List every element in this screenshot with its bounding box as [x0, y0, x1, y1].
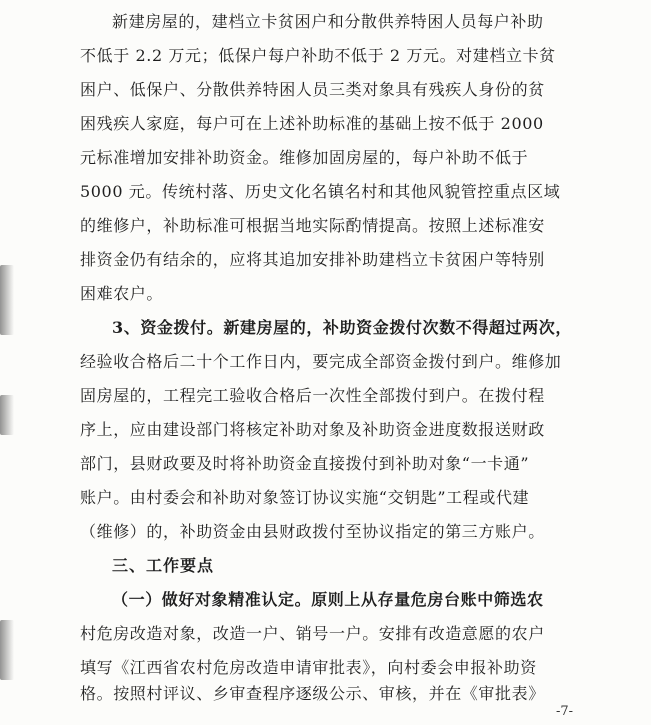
- text-line: 困残疾人家庭，每户可在上述补助标准的基础上按不低于 2000: [80, 114, 544, 133]
- text-line: 序上，应由建设部门将核定补助对象及补助资金进度数报送财政: [80, 420, 545, 439]
- scan-edge-mark: [0, 395, 14, 435]
- text-line: 困户、低保户、分散供养特困人员三类对象具有残疾人身份的贫: [80, 80, 545, 99]
- text-line: 填写《江西省农村危房改造申请审批表》，向村委会申报补助资: [80, 658, 537, 677]
- text-line: 账户。由村委会和补助对象签订协议实施“交钥匙”工程或代建: [80, 488, 530, 507]
- scan-edge-mark: [0, 265, 14, 335]
- text-line: 村危房改造对象，改造一户、销号一户。安排有改造意愿的农户: [80, 624, 545, 643]
- text-line: 排资金仍有结余的，应将其追加安排补助建档立卡贫困户等特别: [80, 250, 545, 269]
- text-line: 的维修户，补助标准可根据当地实际酌情提高。按照上述标准安: [80, 216, 545, 235]
- section-heading: 三、工作要点: [112, 556, 215, 575]
- text-line: 元标准增加安排补助资金。维修加固房屋的，每户补助不低于: [80, 148, 529, 167]
- text-line: 5000 元。传统村落、历史文化名镇名村和其他风貌管控重点区域: [80, 182, 561, 201]
- text-line: 新建房屋的，建档立卡贫困户和分散供养特困人员每户补助: [112, 12, 544, 31]
- scan-edge-mark: [0, 620, 14, 680]
- text-line: 部门，县财政要及时将补助资金直接拨付到补助对象“一卡通”: [80, 454, 530, 473]
- text-line: （维修）的，补助资金由县财政拨付至协议指定的第三方账户。: [80, 522, 545, 541]
- text-line: 固房屋的，工程完工验收合格后一次性全部拨付到户。在拨付程: [80, 386, 545, 405]
- text-line: 不低于 2.2 万元；低保户每户补助不低于 2 万元。对建档立卡贫: [80, 46, 556, 65]
- section-paragraph-funding: 3、资金拨付。新建房屋的，补助资金拨付次数不得超过两次，: [112, 318, 572, 337]
- text-line: 困难农户。: [80, 284, 164, 303]
- page-number: -7-: [556, 704, 574, 719]
- text-line: 格。按照村评议、乡审查程序逐级公示、审核，并在《审批表》: [80, 684, 545, 703]
- subsection-paragraph: （一）做好对象精准认定。原则上从存量危房台账中筛选农: [112, 590, 544, 609]
- text-line: 经验收合格后二十个工作日内，要完成全部资金拨付到户。维修加: [80, 352, 562, 371]
